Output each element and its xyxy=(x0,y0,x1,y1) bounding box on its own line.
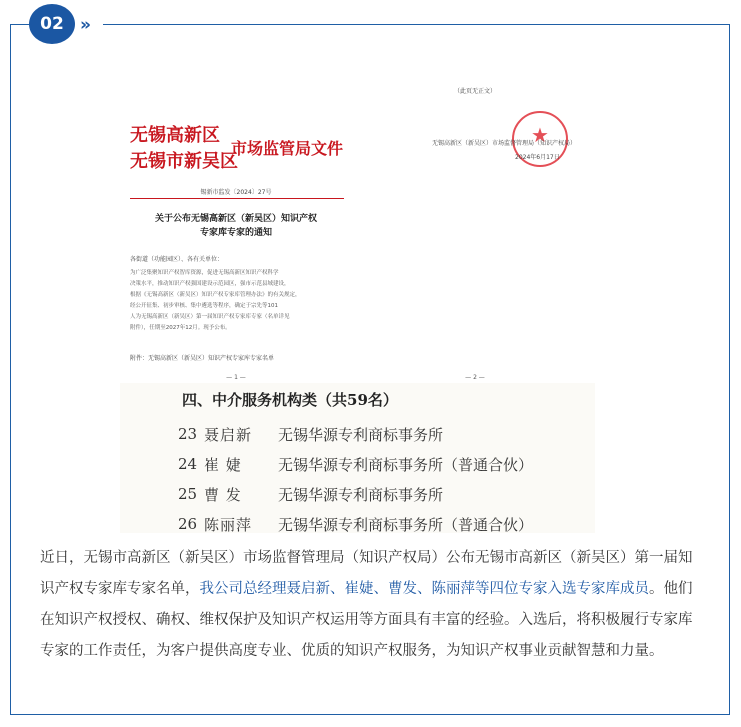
notice-recipient: 各街道（功能园区）、各有关单位： xyxy=(130,256,224,263)
list-item: 24 崔 婕 无锡华源专利商标事务所（普通合伙） xyxy=(178,455,534,474)
issuer-name: 无锡高新区 无锡市新吴区 xyxy=(130,125,238,172)
document-type-heading: 市场监管局文件 xyxy=(231,139,344,158)
announcement-paragraph: 近日，无锡市高新区（新吴区）市场监督管理局（知识产权局）公布无锡市高新区（新吴区）第一届知识产权专家库专家名单，我公司总经理聂启新、崔婕、曹发、陈丽萍等四位专家入选专家库成员。他们在知识产权授权、确权、维权保护及知识产权运用等方面具有丰富的经验。入选后，将积极履行专家库专家的工作责任，为客户提供高度专业、优质的知识产权服务，为知识产权事业贡献智慧和力量。 xyxy=(40,550,693,659)
list-item: 23 聂启新 无锡华源专利商标事务所 xyxy=(178,425,444,444)
expert-list-excerpt xyxy=(120,383,595,533)
list-item: 25 曹 发 无锡华源专利商标事务所 xyxy=(178,485,444,504)
frame-top xyxy=(103,24,729,25)
issuer-signature: 无锡高新区（新吴区）市场监督管理局（知识产权局） xyxy=(432,140,577,147)
expert-list xyxy=(178,419,533,539)
no-text-note: （此页无正文） xyxy=(453,88,496,95)
official-document-page-2 xyxy=(355,78,595,384)
red-divider xyxy=(130,198,344,199)
highlighted-experts: 我公司总经理聂启新、崔婕、曹发、陈丽萍等四位专家入选专家库成员 xyxy=(199,581,649,597)
issue-date: 2024年6月17日 xyxy=(515,154,560,161)
notice-body: 为广泛集聚知识产权智库资源，促进无锡高新区知识产权科学 决策水平，推动知识产权强国建设示范园区，强市示范县域建设， 根据《无锡高新区（新吴区）知识产权专家库管理办法》的有关规定， 经公开征集、初步审核、集中遴选等程序，确定于宗先等101 人为无锡高新区（新吴区）第一届知识产权专家库专家（名单详见 附件），任期至2027年12月。现予公布。 xyxy=(130,270,301,331)
frame-right xyxy=(729,24,730,714)
frame-left xyxy=(10,24,11,714)
chevron-right-icon: ›› xyxy=(80,15,89,35)
document-number: 锡新市监发〔2024〕27号 xyxy=(200,189,272,196)
section-number-badge: 02 xyxy=(29,4,75,44)
list-category-heading: 四、中介服务机构类（共59名） xyxy=(182,391,398,409)
page-number: — 1 — xyxy=(226,374,246,381)
frame-bottom xyxy=(10,714,730,715)
official-document-page-1 xyxy=(118,78,354,384)
page-number: — 2 — xyxy=(465,374,485,381)
list-item: 26 陈丽萍 无锡华源专利商标事务所（普通合伙） xyxy=(178,515,534,534)
notice-title: 关于公布无锡高新区（新吴区）知识产权 专家库专家的通知 xyxy=(154,214,317,238)
official-seal-icon: ★ xyxy=(512,111,568,167)
notice-attachment: 附件：无锡高新区（新吴区）知识产权专家库专家名单 xyxy=(130,355,275,362)
frame-top-left xyxy=(10,24,30,25)
